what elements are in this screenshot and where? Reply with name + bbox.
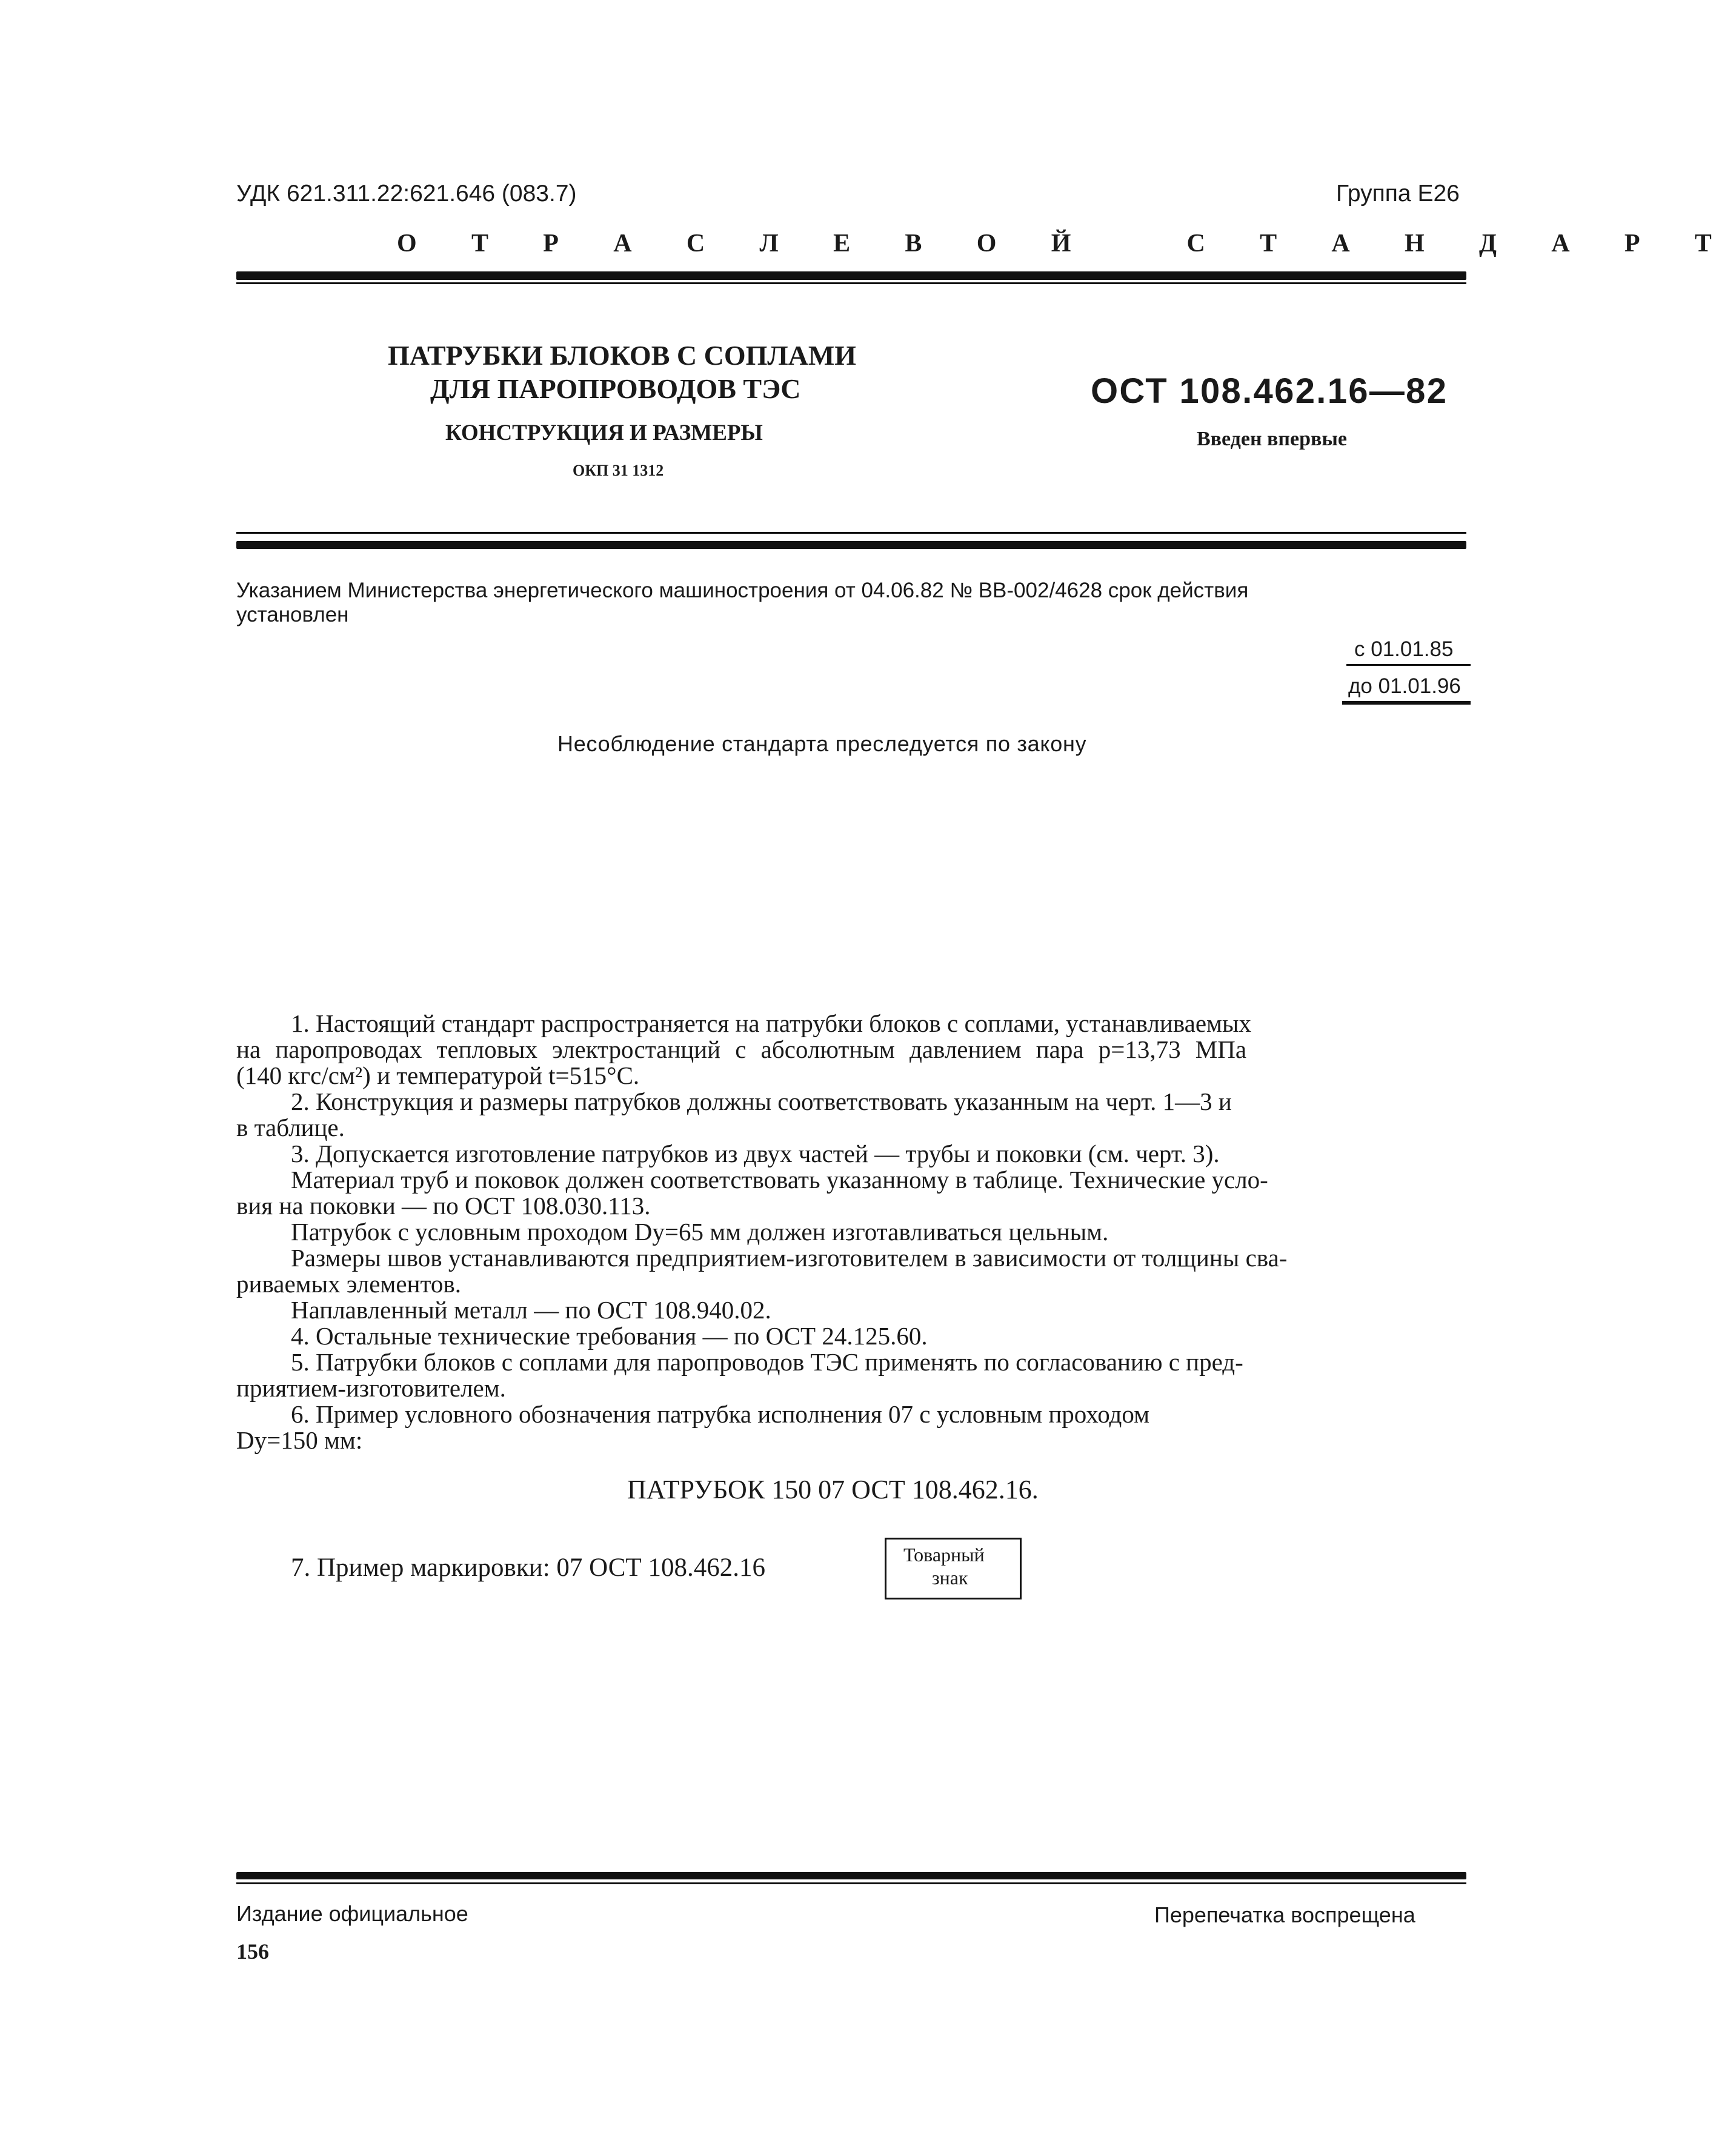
body-line-16: 6. Пример условного обозначения патрубка исполнения 07 с условным проходом xyxy=(291,1400,1150,1428)
title-line-3: КОНСТРУКЦИЯ И РАЗМЕРЫ xyxy=(445,420,763,445)
group-code: Группа Е26 xyxy=(1336,181,1460,207)
trademark-box xyxy=(885,1538,1022,1599)
body-line-4: 2. Конструкция и размеры патрубков должны соответствовать указанным на черт. 1—3 и xyxy=(291,1088,1232,1115)
title-line-1: ПАТРУБКИ БЛОКОВ С СОПЛАМИ xyxy=(388,340,857,371)
udk-code: УДК 621.311.22:621.646 (083.7) xyxy=(236,181,577,207)
footer-rule-thick xyxy=(236,1872,1466,1879)
validity-text-line-2: установлен xyxy=(236,603,349,626)
body-line-13: 4. Остальные технические требования — по ОСТ 24.125.60. xyxy=(291,1322,928,1350)
body-line-2: на паропроводах тепловых электростанций с абсолютным давлением пара p=13,73 МПа xyxy=(236,1035,1247,1063)
standard-code: ОСТ 108.462.16—82 xyxy=(1091,371,1448,411)
body-line-15: приятием-изготовителем. xyxy=(236,1374,506,1402)
validity-to-underline xyxy=(1342,701,1471,705)
reprint-note: Перепечатка воспрещена xyxy=(1154,1902,1415,1927)
header-rule-thick xyxy=(236,271,1466,280)
trademark-label-1: Товарный xyxy=(903,1544,985,1566)
trademark-box-top xyxy=(886,1538,1020,1539)
trademark-box-bottom xyxy=(886,1598,1020,1599)
okp-code: ОКП 31 1312 xyxy=(573,462,664,479)
header-rule-thin xyxy=(236,282,1466,284)
title-rule-thin xyxy=(236,532,1466,534)
legal-notice: Несоблюдение стандарта преследуется по закону xyxy=(557,731,1087,756)
body-line-6: 3. Допускается изготовление патрубков из двух частей — трубы и поковки (см. черт. 3). xyxy=(291,1140,1220,1167)
designation-example: ПАТРУБОК 150 07 ОСТ 108.462.16. xyxy=(627,1475,1039,1504)
body-line-5: в таблице. xyxy=(236,1114,345,1141)
body-line-10: Размеры швов устанавливаются предприятием-изготовителем в зависимости от толщины сва- xyxy=(291,1244,1288,1272)
validity-from: с 01.01.85 xyxy=(1354,637,1454,661)
body-line-11: риваемых элементов. xyxy=(236,1270,461,1298)
edition-note: Издание официальное xyxy=(236,1901,468,1926)
body-line-7: Материал труб и поковок должен соответствовать указанному в таблице. Технические усло- xyxy=(291,1166,1268,1194)
validity-from-underline xyxy=(1346,664,1471,666)
marking-example: 7. Пример маркировки: 07 ОСТ 108.462.16 xyxy=(291,1553,765,1582)
standard-type-heading: О Т Р А С Л Е В О Й С Т А Н Д А Р Т xyxy=(397,230,1736,257)
body-line-12: Наплавленный металл — по ОСТ 108.940.02. xyxy=(291,1296,771,1324)
footer-rule-thin xyxy=(236,1882,1466,1884)
body-line-8: вия на поковки — по ОСТ 108.030.113. xyxy=(236,1192,651,1220)
body-line-14: 5. Патрубки блоков с соплами для паропроводов ТЭС применять по согласованию с пред- xyxy=(291,1348,1243,1376)
body-line-1: 1. Настоящий стандарт распространяется на патрубки блоков с соплами, устанавливаемых xyxy=(291,1009,1252,1037)
trademark-label-2: знак xyxy=(932,1567,968,1589)
title-line-2: ДЛЯ ПАРОПРОВОДОВ ТЭС xyxy=(430,373,801,404)
title-rule-thick xyxy=(236,541,1466,549)
introduced-note: Введен впервые xyxy=(1197,428,1348,450)
body-line-17: Dу=150 мм: xyxy=(236,1426,363,1454)
body-line-9: Патрубок с условным проходом Dу=65 мм должен изготавливаться цельным. xyxy=(291,1218,1109,1246)
page-number: 156 xyxy=(236,1939,269,1964)
body-line-3: (140 кгс/см²) и температурой t=515°С. xyxy=(236,1061,640,1089)
validity-text-line-1: Указанием Министерства энергетического машиностроения от 04.06.82 № ВВ-002/4628 срок действия xyxy=(236,579,1249,602)
validity-to: до 01.01.96 xyxy=(1348,674,1461,698)
